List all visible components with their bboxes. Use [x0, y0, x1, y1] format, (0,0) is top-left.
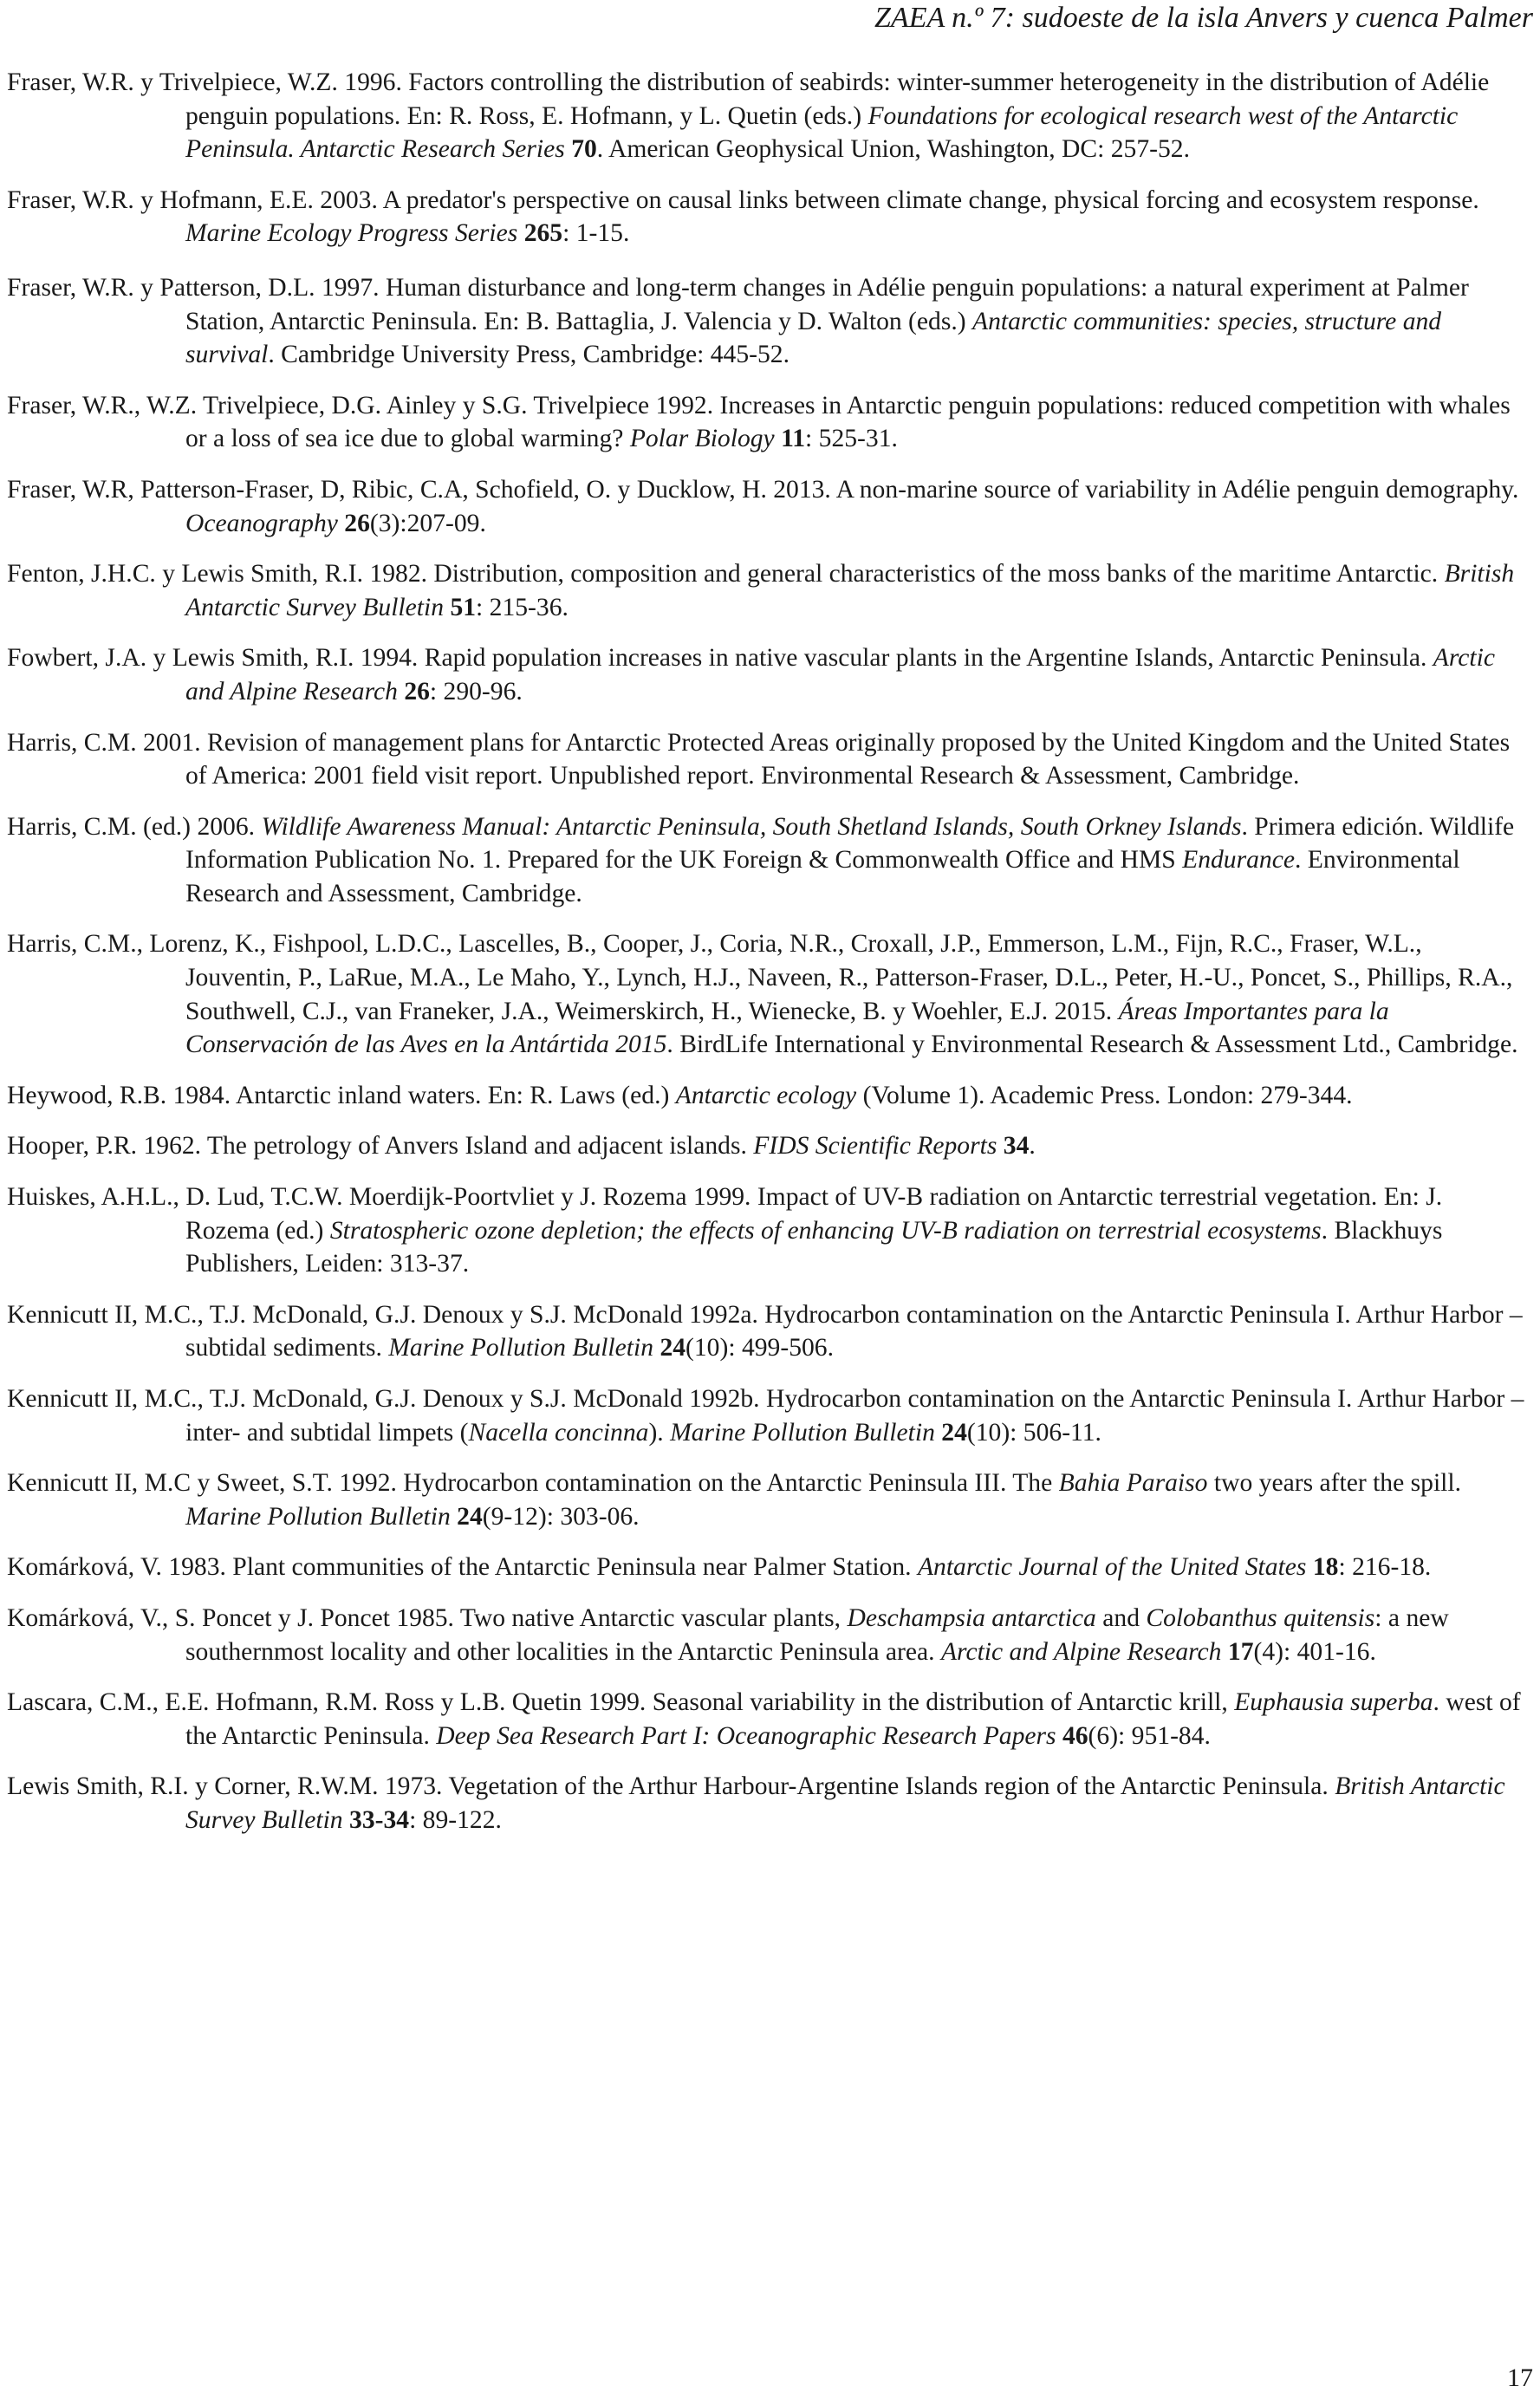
- reference-italic-text: Endurance: [1182, 846, 1295, 875]
- reference-entry: [7, 1770, 1525, 1837]
- reference-entry: [7, 66, 1525, 166]
- reference-text: [517, 219, 523, 247]
- reference-text: Fraser, W.R. y Trivelpiece, W.Z. 1996. Factors controlling the distribution of seabirds: winter-summer heterogeneity in the distribution of Adélie penguin populations. En: R. Ross, E. Hofmann, y L. Quetin (eds.): [7, 68, 1490, 130]
- reference-volume-number: 24: [941, 1418, 967, 1447]
- reference-text: Fraser, W.R. y Patterson, D.L. 1997. Human disturbance and long-term changes in Adélie penguin populations: a natural experiment at Palmer Station, Antarctic Peninsula. En: B. Battaglia, J. Valencia y D. Walton (eds.): [7, 273, 1469, 335]
- reference-text: : 1-15.: [562, 219, 630, 248]
- reference-text: Komárková, V., S. Poncet y J. Poncet 1985. Two native Antarctic vascular plants,: [7, 1603, 848, 1632]
- reference-italic-text: Marine Pollution Bulletin: [185, 1502, 451, 1531]
- reference-volume-number: 70: [571, 135, 597, 164]
- reference-volume-number: 34: [1003, 1132, 1030, 1161]
- reference-italic-text: Deep Sea Research Part I: Oceanographic Research Papers: [436, 1721, 1056, 1750]
- reference-volume-number: 24: [660, 1334, 686, 1362]
- reference-text: ).: [648, 1418, 671, 1447]
- reference-italic-text: Bahia Paraiso: [1058, 1469, 1208, 1498]
- reference-italic-text: FIDS Scientific Reports: [753, 1132, 997, 1161]
- reference-italic-text: Antarctic communities: species, structure and survival: [185, 307, 1442, 369]
- running-header: ZAEA n.º 7: sudoeste de la isla Anvers y cuenca Palmer: [874, 2, 1533, 34]
- reference-text: Fenton, J.H.C. y Lewis Smith, R.I. 1982. Distribution, composition and general characteristics of the moss banks of the maritime Antarctic.: [7, 560, 1445, 588]
- reference-italic-text: Marine Pollution Bulletin: [388, 1334, 654, 1362]
- reference-text: Kennicutt II, M.C., T.J. McDonald, G.J. Denoux y S.J. McDonald 1992a. Hydrocarbon contamination on the Antarctic Peninsula I. Arthur Harbor – subtidal sediments.: [7, 1300, 1523, 1362]
- reference-text: Komárková, V. 1983. Plant communities of the Antarctic Peninsula near Palmer Station.: [7, 1553, 918, 1582]
- reference-volume-number: 26: [344, 509, 370, 537]
- reference-volume-number: 265: [523, 219, 563, 248]
- reference-italic-text: Polar Biology: [629, 425, 775, 453]
- reference-italic-text: British Antarctic Survey Bulletin: [185, 560, 1515, 621]
- reference-entry: [7, 389, 1525, 456]
- reference-italic-text: Stratospheric ozone depletion; the effects of enhancing UV-B radiation on terrestrial ecosystems: [329, 1216, 1322, 1245]
- reference-text: [1221, 1638, 1227, 1666]
- reference-entry: [7, 1382, 1525, 1449]
- reference-italic-text: Colobanthus quitensis: [1146, 1603, 1375, 1632]
- reference-entry: [7, 1180, 1525, 1281]
- reference-entry: [7, 1551, 1525, 1584]
- reference-entry: [7, 184, 1525, 250]
- reference-text: . American Geophysical Union, Washington, DC: 257-52.: [596, 135, 1190, 164]
- reference-italic-text: Áreas Importantes para la Conservación de las Aves en la Antártida 2015: [185, 997, 1389, 1059]
- reference-italic-text: Foundations for ecological research west of the Antarctic Peninsula. Antarctic Research Series: [185, 101, 1459, 164]
- reference-italic-text: Antarctic ecology: [675, 1081, 857, 1109]
- reference-text: . BirdLife International y Environmental Research & Assessment Ltd., Cambridge.: [666, 1031, 1518, 1059]
- reference-italic-text: Euphausia superba: [1234, 1688, 1433, 1717]
- reference-entry: [7, 641, 1525, 708]
- reference-volume-number: 33-34: [349, 1805, 410, 1834]
- reference-volume-number: 24: [457, 1502, 483, 1531]
- reference-list: [7, 66, 1525, 1855]
- reference-text: (Volume 1). Academic Press. London: 279-344.: [856, 1081, 1353, 1109]
- reference-text: [343, 1806, 349, 1834]
- reference-volume-number: 18: [1312, 1553, 1339, 1582]
- reference-text: . Primera edición. Wildlife Information Publication No. 1. Prepared for the UK Foreign & Commonwealth Office and HMS: [185, 812, 1515, 875]
- reference-text: Heywood, R.B. 1984. Antarctic inland waters. En: R. Laws (ed.): [7, 1081, 676, 1109]
- reference-volume-number: 26: [404, 677, 430, 706]
- reference-text: : 525-31.: [805, 425, 898, 453]
- reference-text: [775, 425, 781, 452]
- reference-entry: [7, 927, 1525, 1061]
- reference-entry: [7, 1466, 1525, 1533]
- reference-text: . Cambridge University Press, Cambridge: 445-52.: [268, 341, 790, 369]
- reference-entry: [7, 1602, 1525, 1668]
- reference-text: Fowbert, J.A. y Lewis Smith, R.I. 1994. Rapid population increases in native vascular plants in the Argentine Islands, Antarctic Peninsula.: [7, 644, 1433, 673]
- reference-entry: [7, 1129, 1525, 1163]
- reference-text: Kennicutt II, M.C y Sweet, S.T. 1992. Hydrocarbon contamination on the Antarctic Peninsula III. The: [7, 1469, 1059, 1498]
- reference-text: : 215-36.: [476, 593, 569, 621]
- reference-entry: [7, 726, 1525, 793]
- reference-entry: [7, 271, 1525, 372]
- reference-text: (6): 951-84.: [1088, 1721, 1211, 1750]
- reference-volume-number: 46: [1062, 1721, 1088, 1750]
- reference-text: : a new southernmost locality and other localities in the Antarctic Peninsula area.: [185, 1603, 1449, 1666]
- reference-text: Harris, C.M., Lorenz, K., Fishpool, L.D.C., Lascelles, B., Cooper, J., Coria, N.R., Croxall, J.P., Emmerson, L.M., Fijn, R.C., Fraser, W.L., Jouventin, P., LaRue, M.A., Le Maho, Y., Lynch, H.J., Naveen, R., Patterson-Fraser, D.L., Peter, H.-U., Poncet, S., Phillips, R.A., Southwell, C.J., van Franeker, J.A., Weimerskirch, H., Wienecke, B. y Woehler, E.J. 2015.: [7, 930, 1513, 1025]
- reference-text: Fraser, W.R. y Hofmann, E.E. 2003. A predator's perspective on causal links between climate change, physical forcing and ecosystem response.: [7, 185, 1479, 214]
- reference-italic-text: British Antarctic Survey Bulletin: [185, 1772, 1505, 1834]
- reference-text: : 290-96.: [429, 677, 523, 706]
- reference-text: Huiskes, A.H.L., D. Lud, T.C.W. Moerdijk-Poortvliet y J. Rozema 1999. Impact of UV-B radiation on Antarctic terrestrial vegetation. En: J. Rozema (ed.): [7, 1183, 1443, 1245]
- reference-volume-number: 17: [1227, 1637, 1254, 1666]
- reference-text: [1056, 1722, 1062, 1750]
- reference-entry: [7, 810, 1525, 911]
- reference-italic-text: Oceanography: [185, 509, 338, 537]
- reference-entry: [7, 557, 1525, 624]
- reference-text: .: [1029, 1132, 1036, 1161]
- reference-text: (10): 506-11.: [966, 1418, 1101, 1447]
- reference-text: Fraser, W.R, Patterson-Fraser, D, Ribic, C.A, Schofield, O. y Ducklow, H. 2013. A non-marine source of variability in Adélie penguin demography.: [7, 475, 1519, 504]
- reference-text: Harris, C.M. (ed.) 2006.: [7, 812, 262, 841]
- reference-text: (4): 401-16.: [1253, 1637, 1376, 1666]
- reference-entry: [7, 473, 1525, 540]
- reference-entry: [7, 1079, 1525, 1113]
- reference-italic-text: Deschampsia antarctica: [847, 1603, 1096, 1632]
- reference-text: : 216-18.: [1338, 1553, 1432, 1582]
- reference-volume-number: 51: [450, 593, 477, 621]
- reference-text: Lascara, C.M., E.E. Hofmann, R.M. Ross y L.B. Quetin 1999. Seasonal variability in the distribution of Antarctic krill,: [7, 1688, 1235, 1717]
- reference-italic-text: Nacella concinna: [468, 1418, 649, 1447]
- reference-text: two years after the spill.: [1207, 1469, 1462, 1498]
- reference-text: (9-12): 303-06.: [482, 1502, 640, 1531]
- reference-text: [997, 1132, 1003, 1160]
- reference-text: (3):207-09.: [369, 509, 486, 537]
- reference-text: Fraser, W.R., W.Z. Trivelpiece, D.G. Ainley y S.G. Trivelpiece 1992. Increases in Antarctic penguin populations: reduced competition with whales or a loss of sea ice due to global warming?: [7, 391, 1511, 453]
- reference-italic-text: Arctic and Alpine Research: [185, 644, 1495, 706]
- reference-text: Lewis Smith, R.I. y Corner, R.W.M. 1973. Vegetation of the Arthur Harbour-Argentine Islands region of the Antarctic Peninsula.: [7, 1772, 1335, 1801]
- reference-text: . Environmental Research and Assessment, Cambridge.: [185, 846, 1460, 907]
- reference-italic-text: Arctic and Alpine Research: [940, 1637, 1222, 1666]
- reference-text: Harris, C.M. 2001. Revision of management plans for Antarctic Protected Areas originally proposed by the United Kingdom and the United States of America: 2001 field visit report. Unpublished report. Environmental Research & Assessment, Cambridge.: [7, 728, 1511, 790]
- reference-text: . west of the Antarctic Peninsula.: [185, 1688, 1521, 1750]
- reference-entry: [7, 1298, 1525, 1365]
- reference-text: . Blackhuys Publishers, Leiden: 313-37.: [185, 1216, 1443, 1278]
- reference-italic-text: Wildlife Awareness Manual: Antarctic Peninsula, South Shetland Islands, South Orkney Islands: [261, 812, 1242, 841]
- page-number: 17: [1507, 2364, 1533, 2392]
- reference-text: : 89-122.: [409, 1805, 502, 1834]
- reference-italic-text: Marine Pollution Bulletin: [670, 1418, 935, 1447]
- reference-italic-text: Antarctic Journal of the United States: [917, 1553, 1307, 1582]
- reference-text: and: [1095, 1603, 1147, 1632]
- reference-italic-text: Marine Ecology Progress Series: [185, 219, 518, 248]
- reference-text: Kennicutt II, M.C., T.J. McDonald, G.J. Denoux y S.J. McDonald 1992b. Hydrocarbon contamination on the Antarctic Peninsula I. Arthur Harbor – inter- and subtidal limpets (: [7, 1385, 1524, 1447]
- reference-text: Hooper, P.R. 1962. The petrology of Anvers Island and adjacent islands.: [7, 1132, 754, 1161]
- reference-entry: [7, 1686, 1525, 1752]
- reference-text: [1306, 1553, 1312, 1581]
- reference-volume-number: 11: [781, 425, 806, 453]
- reference-text: (10): 499-506.: [686, 1334, 834, 1362]
